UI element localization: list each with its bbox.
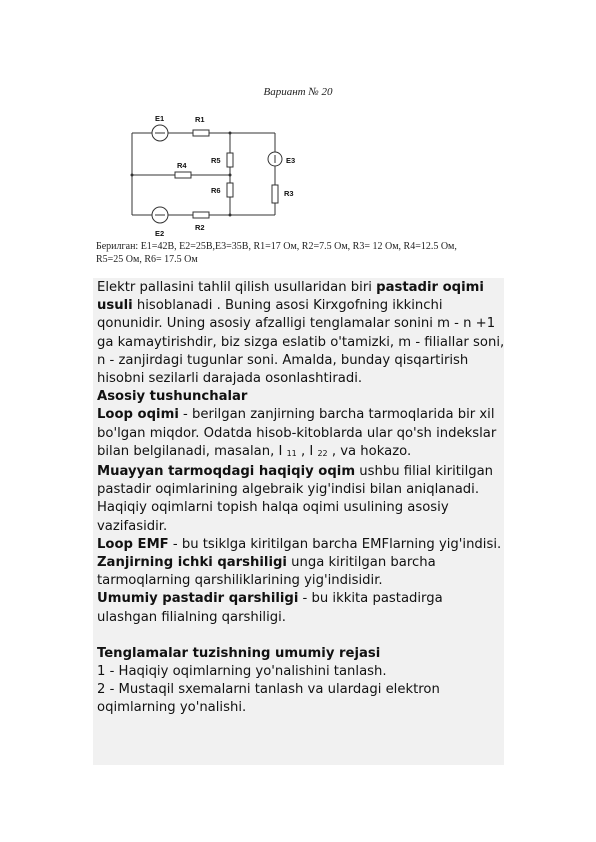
def-loop-current: Loop oqimi - berilgan zanjirning barcha tarmoqlarida bir xil bo'lgan miqdor. Odatda hisob-kitoblarda ular qo'sh indekslar bilan belgilanadi, masalan, I $_{11}$ , I $_{22}$ , va hokazo. — [97, 407, 497, 459]
circuit-diagram — [120, 108, 330, 238]
intro-paragraph: Elektr pallasini tahlil qilish usullaridan biri pastadir oqimi usuli hisoblanadi . Buning asosi Kirxgofning ikkinchi qonunidir. Uning asosiy afzalligi tenglamalar sonini m - n +1 ga kamaytirishdir, biz sizga eslatib o'tamizki, m - filiallar soni, n - zanjirdagi tugunlar soni. Amalda, bunday qisqartirish hisobni sezilarli darajada osonlashtiradi. — [97, 280, 505, 387]
label-r1: R1 — [195, 115, 205, 124]
variant-title: Вариант № 20 — [263, 86, 333, 98]
step-1: 1 - Haqiqiy oqimlarning yo'nalishini tanlash. — [97, 664, 387, 680]
label-e3: E3 — [286, 156, 296, 165]
def-common-resistance: Umumiy pastadir qarshiligi - bu ikkita pastadirga ulashgan filialning qarshiligi. — [97, 591, 443, 625]
given-values — [96, 240, 526, 266]
resistor-r5 — [227, 153, 233, 167]
label-e1: E1 — [155, 114, 165, 123]
def-real-current: Muayyan tarmoqdagi haqiqiy oqim ushbu filial kiritilgan pastadir oqimlarining algebraik yig'indisi bilan aniqlanadi. Haqiqiy oqimlarni topish halqa oqimi usulining asosiy vazifasidir. — [97, 464, 494, 534]
label-r4: R4 — [177, 161, 187, 170]
step-2: 2 - Mustaqil sxemalarni tanlash va ulardagi elektron oqimlarning yo'nalishi. — [97, 682, 440, 716]
label-r6: R6 — [211, 186, 221, 195]
given-line-1: Берилган: E1=42В, E2=25В,E3=35В, R1=17 Ом, R2=7.5 Ом, R3= 12 Ом, R4=12.5 Ом, — [96, 241, 457, 252]
label-r5: R5 — [211, 156, 221, 165]
resistor-r3 — [272, 185, 278, 203]
article-body — [97, 279, 507, 718]
resistor-r1 — [193, 130, 209, 136]
resistor-r4 — [175, 172, 191, 178]
def-loop-emf: Loop EMF - bu tsiklga kiritilgan barcha EMFlarning yig'indisi. — [97, 536, 502, 552]
label-r2: R2 — [195, 223, 205, 232]
term-loop-current-method: pastadir oqimi usuli — [97, 280, 484, 314]
heading-plan: Tenglamalar tuzishning umumiy rejasi — [97, 645, 381, 661]
given-line-2: R5=25 Ом, R6= 17.5 Ом — [96, 254, 198, 265]
heading-basic-concepts: Asosiy tushunchalar — [97, 389, 248, 405]
label-r3: R3 — [284, 189, 294, 198]
resistor-r6 — [227, 183, 233, 197]
label-e2: E2 — [155, 229, 165, 238]
resistor-r2 — [193, 212, 209, 218]
def-internal-resistance: Zanjirning ichki qarshiligi unga kiritilgan barcha tarmoqlarning qarshiliklarining yig'indisidir. — [97, 555, 436, 589]
